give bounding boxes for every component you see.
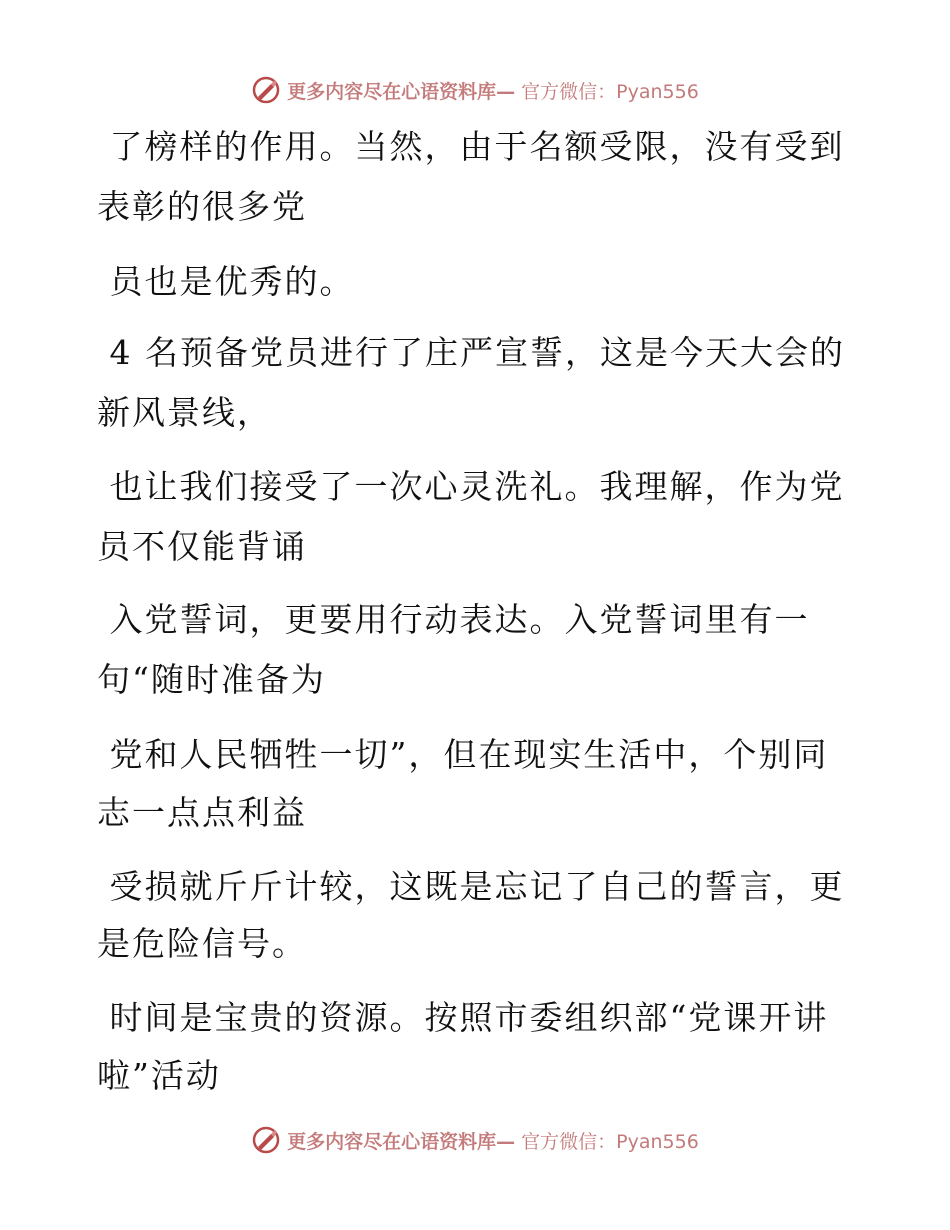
pen-logo-icon [251,75,281,105]
text-line: 员也是优秀的。 [97,262,355,301]
header-watermark [0,70,950,110]
text-line: 啦”活动 [97,1056,221,1095]
text-line: 受损就斤斤计较，这既是忘记了自己的誓言，更 [97,867,845,906]
watermark-text: 更多内容尽在心语资料库— [287,1130,516,1153]
text-line: 员不仅能背诵 [97,527,307,566]
watermark-text: 更多内容尽在心语资料库— [287,80,516,103]
text-line: 是危险信号。 [97,924,307,963]
pen-logo-icon [251,1125,281,1155]
text-line: 也让我们接受了一次心灵洗礼。我理解，作为党 [97,467,845,506]
text-line: 时间是宝贵的资源。按照市委组织部“党课开讲 [97,998,829,1037]
watermark-contact: 官方微信：Pyan556 [521,1130,699,1153]
watermark-contact: 官方微信：Pyan556 [521,80,699,103]
text-line: 句“随时准备为 [97,660,326,699]
text-line: 4 名预备党员进行了庄严宣誓，这是今天大会的 [97,333,845,372]
text-line: 表彰的很多党 [97,187,307,226]
text-line: 党和人民牺牲一切”，但在现实生活中，个别同 [97,735,829,774]
text-line: 新风景线， [97,393,272,432]
footer-watermark [0,1120,950,1160]
text-line: 了榜样的作用。当然，由于名额受限，没有受到 [97,127,845,166]
text-line: 志一点点利益 [97,793,307,832]
text-line: 入党誓词，更要用行动表达。入党誓词里有一 [97,600,810,639]
